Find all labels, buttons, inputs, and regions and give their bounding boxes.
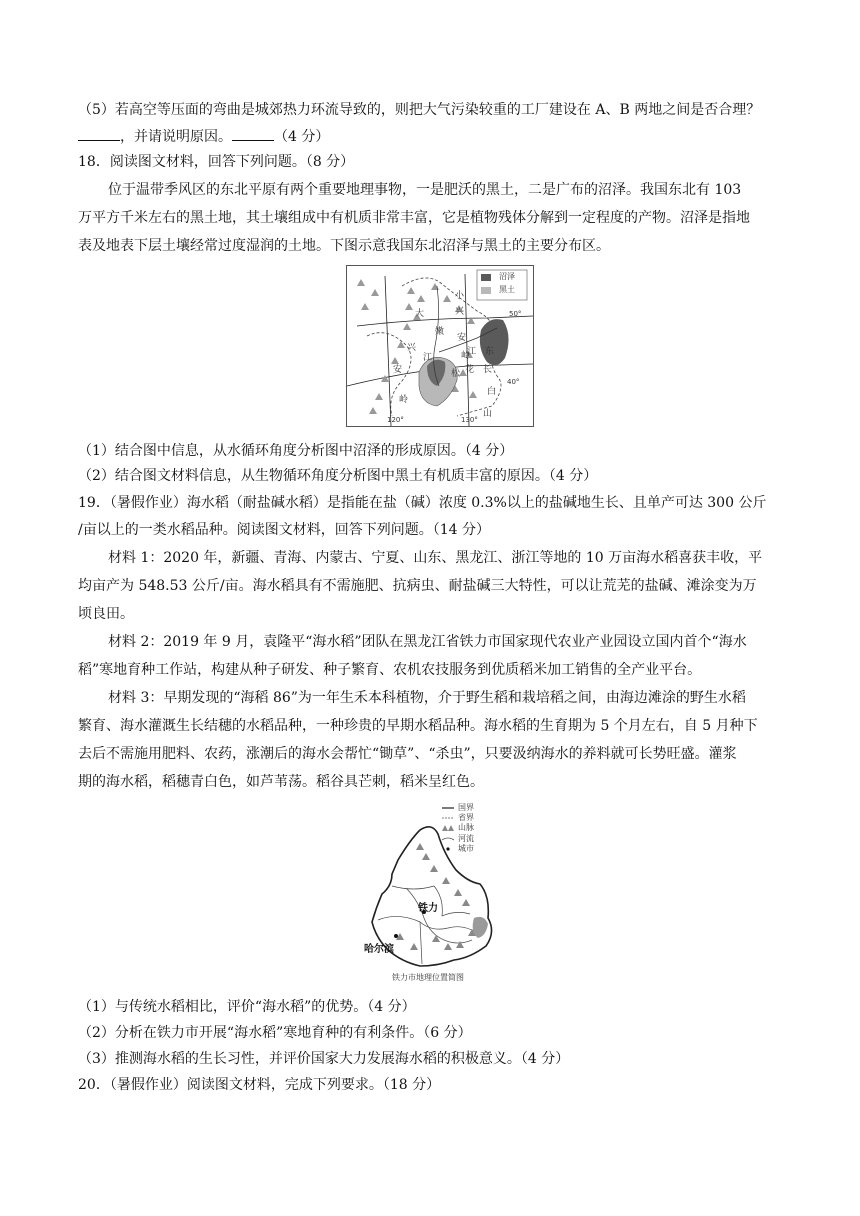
q19-material2-line2: 稻”寒地育种工作站，构建从种子研发、种子繁育、农机农技服务到优质稻米加工销售的全产业平台。 xyxy=(78,662,702,678)
map-caption: 铁力市地理位置简图 xyxy=(392,973,464,982)
answer-blank[interactable] xyxy=(232,126,274,141)
q19-title-line2: /亩以上的一类水稻品种。阅读图文材料，回答下列问题。（14 分） xyxy=(78,522,490,538)
range-label: 长 xyxy=(483,365,493,375)
q19-material3-line1: 材料 3：早期发现的“海稻 86”为一年生禾本科植物，介于野生稻和栽培稻之间，由海边滩涂的野生水稻 xyxy=(108,690,746,706)
q18-title: 18．阅读图文材料，回答下列问题。（8 分） xyxy=(78,154,355,170)
q20-title: 20．（暑假作业）阅读图文材料，完成下列要求。（18 分） xyxy=(78,1077,441,1093)
q17-part5-score: （4 分） xyxy=(274,129,330,145)
lon-120-label: 120° xyxy=(387,416,404,424)
legend-border-label: 国界 xyxy=(458,803,474,812)
q19-title-line1: 19．（暑假作业）海水稻（耐盐碱水稻）是指能在盐（碱）浓度 0.3%以上的盐碱地生长、且单产可达 300 公斤 xyxy=(78,495,767,511)
q19-question-2: （2）分析在铁力市开展“海水稻”寒地育种的有利条件。（6 分） xyxy=(78,1025,472,1041)
lat-40-label: 40° xyxy=(507,378,520,386)
legend-mountain-label: 山脉 xyxy=(458,823,474,832)
range-label: 山 xyxy=(483,409,493,419)
q19-question-3: （3）推测海水稻的生长习性，并评价国家大力发展海水稻的积极意义。（4 分） xyxy=(78,1051,570,1067)
river-label: 嫩 xyxy=(435,327,445,337)
lat-50-label: 50° xyxy=(509,310,522,318)
range-label: 安 xyxy=(393,365,403,375)
range-label: 小 xyxy=(455,291,465,301)
q17-part5-text: ，并请说明原因。 xyxy=(120,129,232,145)
q19-material3-line3: 去后不需施用肥料、农药，涨潮后的海水会帮忙“锄草”、“杀虫”，只要汲纳海水的养料就可长势旺盛。灌浆 xyxy=(78,746,737,762)
range-label: 安 xyxy=(457,333,467,343)
tieli-location-map xyxy=(358,800,500,986)
q19-material1-line3: 顷良田。 xyxy=(78,606,134,622)
lon-130-label: 130° xyxy=(461,416,478,424)
range-label: 岭 xyxy=(461,351,471,361)
q19-material2-line1: 材料 2：2019 年 9 月，袁隆平“海水稻”团队在黑龙江省铁力市国家现代农业产业园设立国内首个“海水 xyxy=(108,634,747,650)
river-label: 花 xyxy=(465,365,475,375)
river-label: 松 xyxy=(451,369,461,379)
river-label: 江 xyxy=(467,347,477,357)
legend-province-label: 省界 xyxy=(458,813,474,822)
q19-question-1: （1）与传统水稻相比，评价“海水稻”的优势。（4 分） xyxy=(78,999,416,1015)
river-label: 江 xyxy=(423,353,433,363)
range-label: 白 xyxy=(487,387,497,397)
range-label: 兴 xyxy=(455,307,465,317)
legend-swamp-label: 沼泽 xyxy=(499,272,515,281)
northeast-swamp-soil-map xyxy=(346,265,534,427)
q18-para-line3: 表及地表下层土壤经常过度湿润的土地。下图示意我国东北沼泽与黑土的主要分布区。 xyxy=(78,238,610,254)
q18-para-line2: 万平方千米左右的黑土地，其土壤组成中有机质非常丰富，它是植物残体分解到一定程度的产物。沼泽是指地 xyxy=(78,210,750,226)
q19-material1-line2: 均亩产为 548.53 公斤/亩。海水稻具有不需施肥、抗病虫、耐盐碱三大特性，可以让荒芜的盐碱、滩涂变为万 xyxy=(78,578,757,594)
city-label-harbin: 哈尔滨 xyxy=(364,944,394,955)
legend-river-label: 河流 xyxy=(458,834,474,843)
q18-para-line1: 位于温带季风区的东北平原有两个重要地理事物，一是肥沃的黑土，二是广布的沼泽。我国东北有 103 xyxy=(108,182,742,198)
q19-material3-line4: 期的海水稻，稻穗青白色，如芦苇荡。稻谷具芒刺，稻米呈红色。 xyxy=(78,774,484,790)
range-label: 大 xyxy=(415,309,425,319)
legend-soil-label: 黑土 xyxy=(499,285,515,294)
q17-part5-line2 xyxy=(78,126,329,147)
answer-blank[interactable] xyxy=(78,126,120,141)
q18-question-2: （2）结合图文材料信息，从生物循环角度分析图中黑土有机质丰富的原因。（4 分） xyxy=(78,468,598,484)
tieli-map-graphic xyxy=(358,800,500,986)
q19-material1-line1: 材料 1：2020 年，新疆、青海、内蒙古、宁夏、山东、黑龙江、浙江等地的 10 万亩海水稻喜获丰收，平 xyxy=(108,550,763,566)
q18-question-1: （1）结合图中信息，从水循环角度分析图中沼泽的形成原因。（4 分） xyxy=(78,443,514,459)
legend-city-label: 城市 xyxy=(458,844,474,853)
q17-part5-line1: （5）若高空等压面的弯曲是城郊热力环流导致的，则把大气污染较重的工厂建设在 A、B 两地之间是否合理？ xyxy=(78,102,761,118)
city-label-tieli: 铁力 xyxy=(418,903,438,914)
range-label: 兴 xyxy=(407,343,417,353)
range-label: 东 xyxy=(485,347,495,357)
range-label: 岭 xyxy=(399,395,409,405)
q19-material3-line2: 繁育、海水灌溉生长结穗的水稻品种，一种珍贵的早期水稻品种。海水稻的生育期为 5 个月左右，自 5 月种下 xyxy=(78,718,758,734)
